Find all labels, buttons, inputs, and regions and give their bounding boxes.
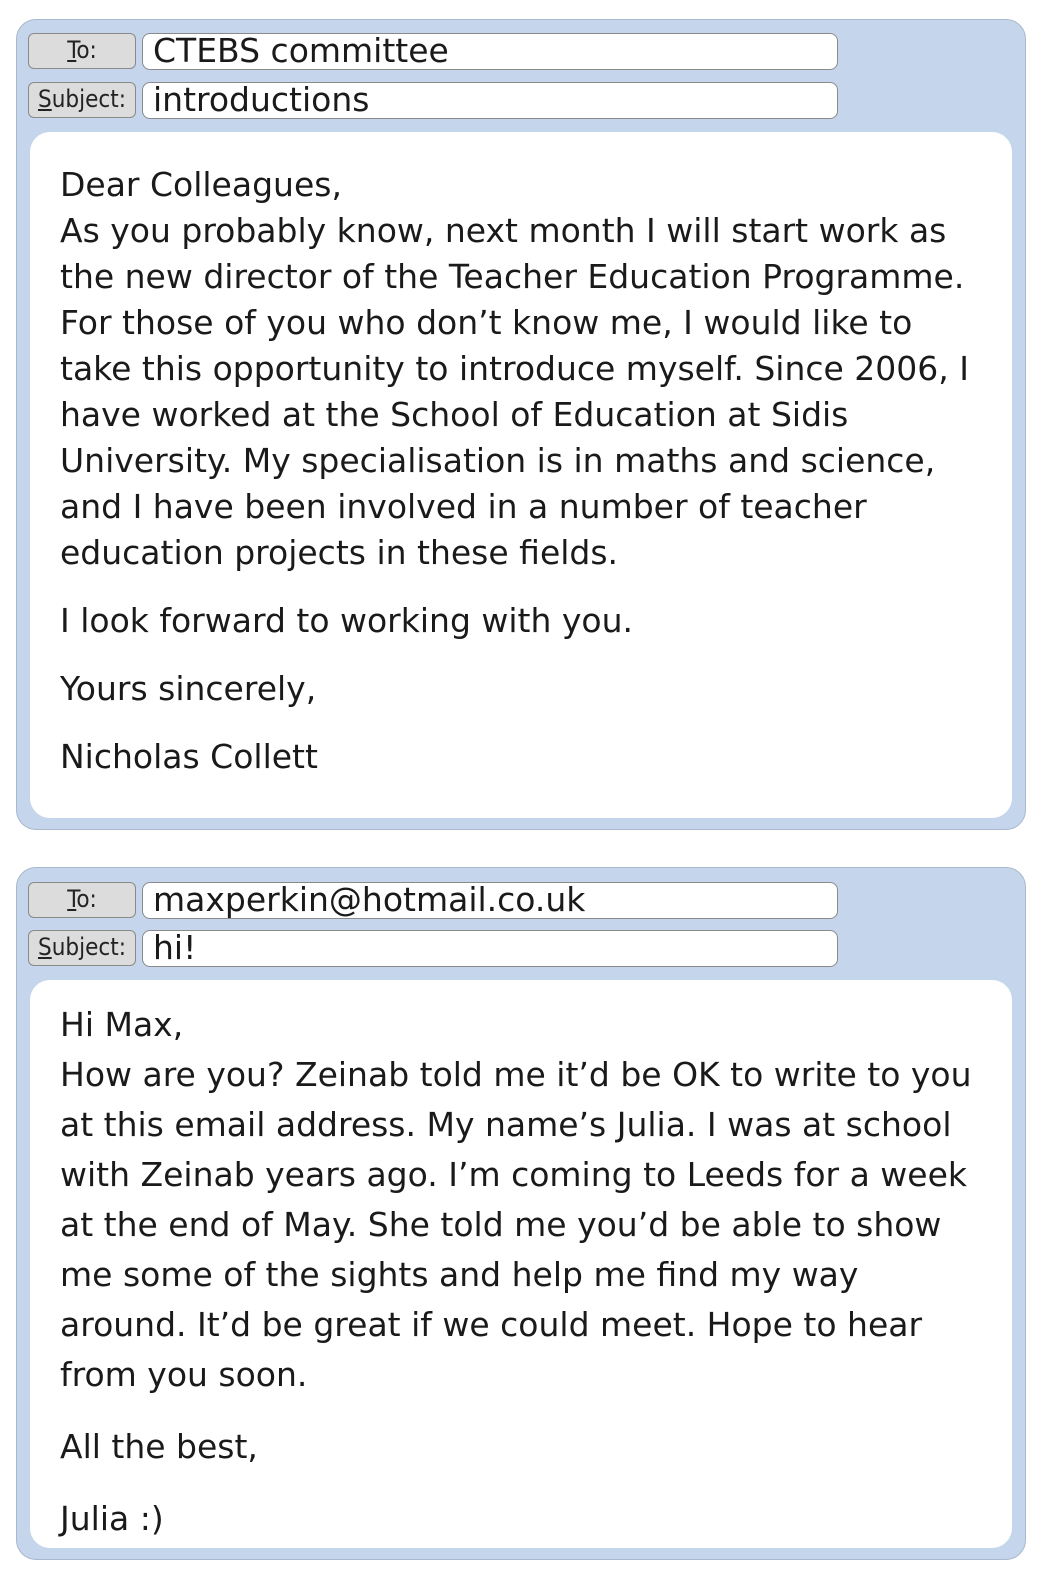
to-field[interactable]: CTEBS committee: [142, 33, 838, 70]
body-paragraph: How are you? Zeinab told me it’d be OK to write to you at this email address. My name’s Julia. I was at school with Zeinab years ago. I’m coming to Leeds for a week at the end of May. She told me you’d be able to show me some of the sights and help me find my way around. It’d be great if we could meet. Hope to hear from you soon.: [60, 1055, 972, 1394]
subject-button[interactable]: [28, 930, 136, 966]
to-field[interactable]: maxperkin@hotmail.co.uk: [142, 882, 838, 919]
subject-label: Subject:: [37, 85, 126, 113]
sign-off: All the best,: [60, 1427, 258, 1466]
greeting: Hi Max,: [60, 1005, 184, 1044]
to-button[interactable]: [28, 33, 136, 69]
subject-row: [28, 930, 838, 966]
body-paragraph: As you probably know, next month I will start work as the new director of the Teacher Education Programme. For those of you who don’t know me, I would like to take this opportunity to introduce myself. Since 2006, I have worked at the School of Education at Sidis University. My specialisation is in maths and science, and I have been involved in a number of teacher education projects in these fields.: [60, 211, 969, 572]
subject-label: Subject:: [37, 933, 126, 961]
to-row: [28, 882, 838, 918]
sign-off: Yours sincerely,: [60, 669, 317, 708]
greeting: Dear Colleagues,: [60, 165, 342, 204]
subject-row: [28, 82, 838, 118]
email-formal: [16, 19, 1026, 830]
to-label: To:: [67, 36, 97, 64]
subject-field[interactable]: introductions: [142, 82, 838, 119]
to-label: To:: [67, 885, 97, 913]
email-informal: [16, 867, 1026, 1560]
message-body[interactable]: [30, 132, 1012, 818]
signature: Julia :): [60, 1499, 164, 1538]
subject-field[interactable]: hi!: [142, 930, 838, 967]
to-button[interactable]: [28, 882, 136, 918]
subject-button[interactable]: [28, 82, 136, 118]
signature: Nicholas Collett: [60, 737, 318, 776]
to-row: [28, 33, 838, 69]
message-body[interactable]: [30, 980, 1012, 1548]
closing-line: I look forward to working with you.: [60, 601, 634, 640]
